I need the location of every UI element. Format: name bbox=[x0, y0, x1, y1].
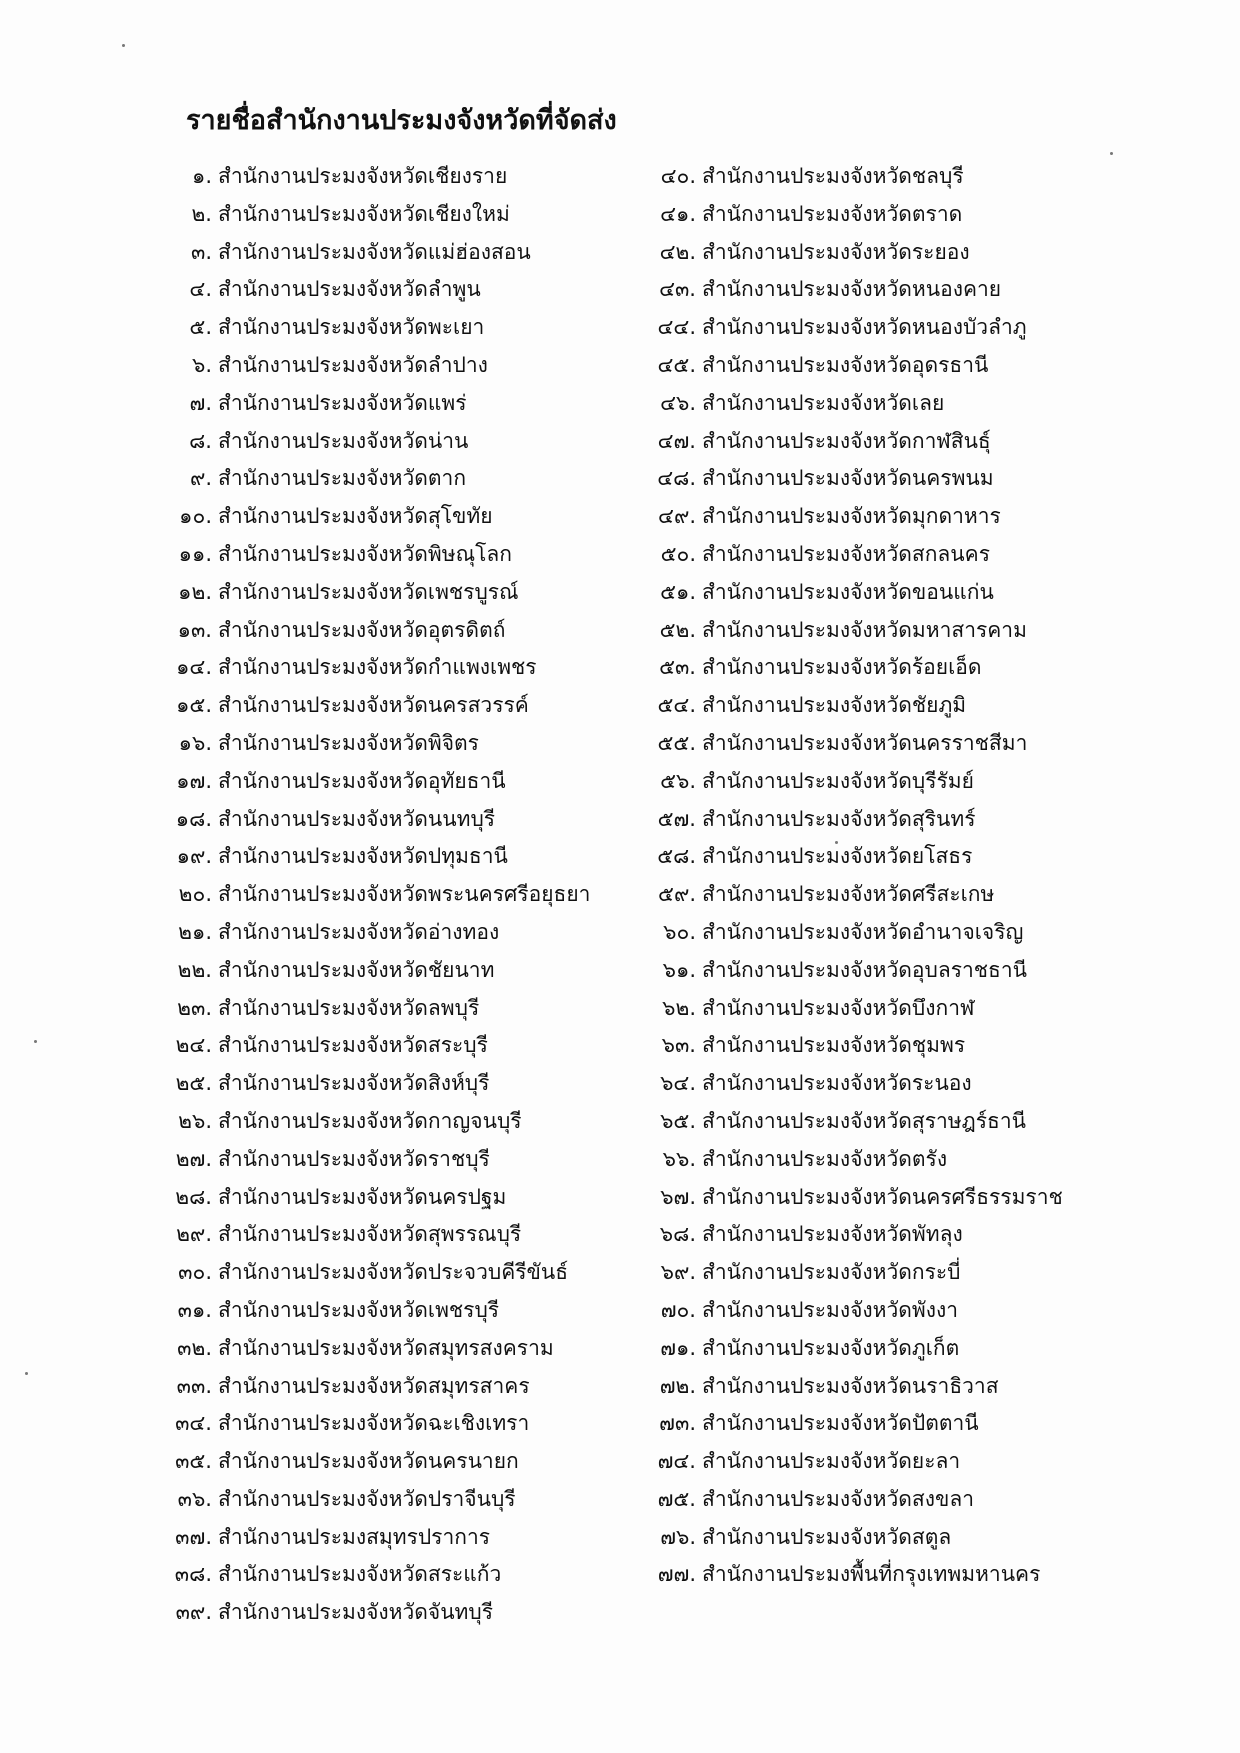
item-number: ๑๒. bbox=[178, 579, 212, 604]
list-item bbox=[630, 612, 1100, 650]
office-name: สำนักงานประมงจังหวัดเพชรบุรี bbox=[218, 1297, 500, 1322]
list-item bbox=[630, 536, 1100, 574]
list-item bbox=[150, 838, 620, 876]
item-number: ๒๑. bbox=[178, 919, 212, 944]
office-name: สำนักงานประมงจังหวัดสมุทรสงคราม bbox=[218, 1335, 554, 1360]
office-name: สำนักงานประมงจังหวัดมุกดาหาร bbox=[702, 504, 1001, 529]
office-name: สำนักงานประมงจังหวัดสกลนคร bbox=[702, 541, 990, 566]
item-number: ๔๗. bbox=[657, 428, 696, 453]
list-item bbox=[630, 347, 1100, 385]
item-number: ๕๔. bbox=[657, 693, 696, 718]
office-name: สำนักงานประมงจังหวัดลำปาง bbox=[218, 352, 488, 377]
office-name: สำนักงานประมงจังหวัดลพบุรี bbox=[218, 995, 480, 1020]
office-name: สำนักงานประมงจังหวัดนครนายก bbox=[218, 1449, 519, 1474]
list-item bbox=[150, 763, 620, 801]
item-number: ๖๗. bbox=[660, 1184, 696, 1209]
list-item bbox=[630, 1216, 1100, 1254]
list-item bbox=[150, 271, 620, 309]
item-number: ๓๙. bbox=[175, 1600, 212, 1625]
office-name: สำนักงานประมงจังหวัดตาก bbox=[218, 466, 467, 491]
office-name: สำนักงานประมงจังหวัดภูเก็ต bbox=[702, 1335, 960, 1360]
list-item bbox=[630, 271, 1100, 309]
list-item bbox=[150, 1216, 620, 1254]
list-item bbox=[150, 1027, 620, 1065]
item-number: ๖. bbox=[191, 352, 212, 377]
office-name: สำนักงานประมงจังหวัดชุมพร bbox=[702, 1033, 966, 1058]
office-name: สำนักงานประมงจังหวัดฉะเชิงเทรา bbox=[218, 1411, 530, 1436]
office-name: สำนักงานประมงจังหวัดปทุมธานี bbox=[218, 844, 508, 869]
item-number: ๒๗. bbox=[175, 1146, 212, 1171]
item-number: ๔๒. bbox=[659, 239, 696, 264]
list-item bbox=[630, 1103, 1100, 1141]
list-item bbox=[150, 725, 620, 763]
list-item bbox=[150, 1330, 620, 1368]
office-name: สำนักงานประมงจังหวัดสุพรรณบุรี bbox=[218, 1222, 522, 1247]
item-number: ๖๑. bbox=[662, 957, 696, 982]
list-item bbox=[630, 1481, 1100, 1519]
item-number: ๔๑. bbox=[660, 201, 696, 226]
office-name: สำนักงานประมงจังหวัดนครปฐม bbox=[218, 1184, 507, 1209]
office-name: สำนักงานประมงจังหวัดสิงห์บุรี bbox=[218, 1071, 490, 1096]
list-item bbox=[630, 158, 1100, 196]
office-name: สำนักงานประมงจังหวัดน่าน bbox=[218, 428, 469, 453]
item-number: ๔๓. bbox=[659, 277, 696, 302]
document-title: รายชื่อสำนักงานประมงจังหวัดที่จัดส่ง bbox=[186, 105, 617, 136]
list-item bbox=[150, 990, 620, 1028]
item-number: ๓๑. bbox=[177, 1297, 212, 1322]
list-item bbox=[630, 385, 1100, 423]
item-number: ๗๗. bbox=[657, 1562, 696, 1587]
office-name: สำนักงานประมงจังหวัดสุราษฎร์ธานี bbox=[702, 1108, 1026, 1133]
office-name: สำนักงานประมงจังหวัดสุโขทัย bbox=[218, 504, 493, 529]
item-number: ๔๕. bbox=[657, 352, 696, 377]
office-name: สำนักงานประมงสมุทรปราการ bbox=[218, 1524, 491, 1549]
list-item bbox=[150, 1405, 620, 1443]
item-number: ๒๙. bbox=[176, 1222, 212, 1247]
item-number: ๕๗. bbox=[657, 806, 696, 831]
office-name: สำนักงานประมงจังหวัดสงขลา bbox=[702, 1486, 974, 1511]
item-number: ๗๒. bbox=[659, 1373, 696, 1398]
office-name: สำนักงานประมงจังหวัดอุบลราชธานี bbox=[702, 957, 1027, 982]
office-name: สำนักงานประมงจังหวัดยโสธร bbox=[702, 844, 973, 869]
office-name: สำนักงานประมงจังหวัดราชบุรี bbox=[218, 1146, 490, 1171]
office-name: สำนักงานประมงจังหวัดพระนครศรีอยุธยา bbox=[218, 882, 591, 907]
office-name: สำนักงานประมงจังหวัดแพร่ bbox=[218, 390, 467, 415]
scan-speck bbox=[1110, 152, 1113, 155]
list-item bbox=[150, 498, 620, 536]
list-item bbox=[150, 234, 620, 272]
office-name: สำนักงานประมงจังหวัดนครศรีธรรมราช bbox=[702, 1184, 1063, 1209]
list-item bbox=[630, 1368, 1100, 1406]
list-item bbox=[150, 649, 620, 687]
item-number: ๖๓. bbox=[661, 1033, 696, 1058]
list-item bbox=[150, 1443, 620, 1481]
office-name: สำนักงานประมงจังหวัดชัยภูมิ bbox=[702, 693, 967, 718]
office-name: สำนักงานประมงจังหวัดระนอง bbox=[702, 1071, 972, 1096]
office-name: สำนักงานประมงจังหวัดกาญจนบุรี bbox=[218, 1108, 522, 1133]
list-item bbox=[150, 423, 620, 461]
item-number: ๕๖. bbox=[660, 768, 696, 793]
item-number: ๒๕. bbox=[175, 1071, 212, 1096]
item-number: ๖๐. bbox=[663, 919, 696, 944]
item-number: ๖๖. bbox=[662, 1146, 696, 1171]
scan-speck bbox=[835, 841, 838, 844]
item-number: ๕๙. bbox=[658, 882, 696, 907]
office-name: สำนักงานประมงจังหวัดเชียงราย bbox=[218, 164, 508, 188]
list-item bbox=[150, 385, 620, 423]
item-number: ๓๘. bbox=[174, 1562, 212, 1587]
list-item bbox=[150, 1556, 620, 1594]
list-item bbox=[630, 914, 1100, 952]
list-item bbox=[150, 158, 620, 196]
list-item bbox=[150, 196, 620, 234]
list-item bbox=[630, 725, 1100, 763]
office-name: สำนักงานประมงจังหวัดอุทัยธานี bbox=[218, 768, 506, 793]
list-item bbox=[150, 1179, 620, 1217]
list-item bbox=[150, 1594, 620, 1632]
item-number: ๕๒. bbox=[659, 617, 696, 642]
item-number: ๑๘. bbox=[175, 806, 212, 831]
item-number: ๔๖. bbox=[660, 390, 696, 415]
scan-speck bbox=[25, 1372, 28, 1375]
office-name: สำนักงานประมงจังหวัดพังงา bbox=[702, 1297, 959, 1322]
list-item bbox=[630, 1027, 1100, 1065]
office-name: สำนักงานประมงจังหวัดหนองบัวลำภู bbox=[702, 315, 1027, 340]
list-item bbox=[630, 1065, 1100, 1103]
office-name: สำนักงานประมงจังหวัดสุรินทร์ bbox=[702, 806, 976, 831]
scan-speck bbox=[34, 1040, 37, 1043]
item-number: ๕๓. bbox=[659, 655, 696, 680]
list-item bbox=[630, 1556, 1100, 1594]
item-number: ๑๐. bbox=[179, 504, 212, 529]
list-item bbox=[630, 1179, 1100, 1217]
office-name: สำนักงานประมงจังหวัดอุดรธานี bbox=[702, 352, 989, 377]
list-item bbox=[630, 196, 1100, 234]
item-number: ๓. bbox=[190, 239, 212, 264]
item-number: ๕๐. bbox=[660, 541, 696, 566]
office-name: สำนักงานประมงจังหวัดพิจิตร bbox=[218, 730, 479, 755]
office-name: สำนักงานประมงจังหวัดสระแก้ว bbox=[218, 1562, 502, 1587]
office-name: สำนักงานประมงจังหวัดอุตรดิตถ์ bbox=[218, 617, 506, 642]
office-name: สำนักงานประมงจังหวัดนครสวรรค์ bbox=[218, 693, 529, 718]
list-item bbox=[150, 1368, 620, 1406]
list-item bbox=[150, 612, 620, 650]
office-name: สำนักงานประมงจังหวัดอ่างทอง bbox=[218, 919, 500, 944]
item-number: ๕๘. bbox=[657, 844, 696, 869]
list-item bbox=[150, 1519, 620, 1557]
item-number: ๑๗. bbox=[176, 768, 212, 793]
office-name: สำนักงานประมงจังหวัดกาฬสินธุ์ bbox=[702, 428, 991, 453]
left-column-list bbox=[150, 158, 620, 1632]
office-name: สำนักงานประมงจังหวัดพัทลุง bbox=[702, 1222, 963, 1247]
list-item bbox=[630, 876, 1100, 914]
office-name: สำนักงานประมงจังหวัดสมุทรสาคร bbox=[218, 1373, 530, 1398]
office-name: สำนักงานประมงจังหวัดยะลา bbox=[702, 1449, 961, 1474]
item-number: ๑๓. bbox=[177, 617, 212, 642]
office-name: สำนักงานประมงจังหวัดปัตตานี bbox=[702, 1411, 979, 1436]
item-number: ๗๕. bbox=[657, 1486, 696, 1511]
office-name: สำนักงานประมงจังหวัดระยอง bbox=[702, 239, 970, 264]
item-number: ๒๘. bbox=[175, 1184, 212, 1209]
office-name: สำนักงานประมงจังหวัดสระบุรี bbox=[218, 1033, 488, 1058]
list-item bbox=[630, 990, 1100, 1028]
item-number: ๔. bbox=[189, 277, 212, 302]
office-name: สำนักงานประมงจังหวัดเลย bbox=[702, 390, 945, 415]
item-number: ๗๔. bbox=[657, 1449, 696, 1474]
item-number: ๖๒. bbox=[662, 995, 696, 1020]
list-item bbox=[150, 1103, 620, 1141]
list-item bbox=[630, 952, 1100, 990]
list-item bbox=[630, 1330, 1100, 1368]
item-number: ๓๐. bbox=[178, 1260, 212, 1285]
office-name: สำนักงานประมงจังหวัดพะเยา bbox=[218, 315, 485, 340]
list-item bbox=[630, 423, 1100, 461]
office-name: สำนักงานประมงจังหวัดชลบุรี bbox=[702, 164, 964, 188]
office-name: สำนักงานประมงจังหวัดปราจีนบุรี bbox=[218, 1486, 516, 1511]
list-item bbox=[630, 1405, 1100, 1443]
item-number: ๙. bbox=[189, 466, 212, 491]
item-number: ๒๒. bbox=[177, 957, 212, 982]
list-item bbox=[630, 234, 1100, 272]
item-number: ๘. bbox=[189, 428, 212, 453]
item-number: ๖๔. bbox=[660, 1071, 696, 1096]
item-number: ๗๓. bbox=[659, 1411, 696, 1436]
office-name: สำนักงานประมงจังหวัดตราด bbox=[702, 201, 963, 226]
right-column-list bbox=[630, 158, 1100, 1594]
office-name: สำนักงานประมงจังหวัดศรีสะเกษ bbox=[702, 882, 995, 907]
list-item bbox=[150, 1141, 620, 1179]
list-item bbox=[150, 1065, 620, 1103]
list-item bbox=[630, 1254, 1100, 1292]
office-name: สำนักงานประมงจังหวัดเชียงใหม่ bbox=[218, 201, 510, 226]
item-number: ๕. bbox=[189, 315, 212, 340]
scan-speck bbox=[122, 44, 125, 47]
list-item bbox=[150, 914, 620, 952]
list-item bbox=[630, 687, 1100, 725]
item-number: ๑๕. bbox=[176, 693, 212, 718]
office-name: สำนักงานประมงพื้นที่กรุงเทพมหานคร bbox=[702, 1562, 1041, 1587]
item-number: ๗๐. bbox=[660, 1297, 696, 1322]
list-item bbox=[150, 876, 620, 914]
item-number: ๗๖. bbox=[660, 1524, 696, 1549]
office-name: สำนักงานประมงจังหวัดสตูล bbox=[702, 1524, 952, 1549]
list-item bbox=[150, 536, 620, 574]
item-number: ๓๕. bbox=[175, 1449, 212, 1474]
list-item bbox=[150, 1481, 620, 1519]
office-name: สำนักงานประมงจังหวัดร้อยเอ็ด bbox=[702, 655, 982, 680]
list-item bbox=[150, 309, 620, 347]
list-item bbox=[630, 1443, 1100, 1481]
item-number: ๔๔. bbox=[657, 315, 696, 340]
list-item bbox=[630, 763, 1100, 801]
office-name: สำนักงานประมงจังหวัดลำพูน bbox=[218, 277, 481, 302]
item-number: ๗. bbox=[189, 390, 212, 415]
office-name: สำนักงานประมงจังหวัดนครราชสีมา bbox=[702, 730, 1028, 755]
office-name: สำนักงานประมงจังหวัดนนทบุรี bbox=[218, 806, 496, 831]
item-number: ๑๔. bbox=[176, 655, 212, 680]
item-number: ๕๑. bbox=[660, 579, 696, 604]
list-item bbox=[150, 1254, 620, 1292]
item-number: ๓๗. bbox=[175, 1524, 212, 1549]
item-number: ๗๑. bbox=[660, 1335, 696, 1360]
list-item bbox=[150, 347, 620, 385]
list-item bbox=[150, 574, 620, 612]
item-number: ๒๐. bbox=[178, 882, 212, 907]
item-number: ๖๘. bbox=[659, 1222, 696, 1247]
office-name: สำนักงานประมงจังหวัดกระบี่ bbox=[702, 1260, 961, 1285]
item-number: ๒๓. bbox=[177, 995, 212, 1020]
item-number: ๕๕. bbox=[657, 730, 696, 755]
list-item bbox=[630, 838, 1100, 876]
list-item bbox=[630, 1141, 1100, 1179]
office-name: สำนักงานประมงจังหวัดแม่ฮ่องสอน bbox=[218, 239, 531, 264]
list-item bbox=[630, 649, 1100, 687]
office-name: สำนักงานประมงจังหวัดตรัง bbox=[702, 1146, 948, 1171]
item-number: ๓๔. bbox=[175, 1411, 212, 1436]
office-name: สำนักงานประมงจังหวัดชัยนาท bbox=[218, 957, 495, 982]
list-item bbox=[630, 498, 1100, 536]
office-name: สำนักงานประมงจังหวัดนครพนม bbox=[702, 466, 994, 491]
item-number: ๑๑. bbox=[178, 541, 212, 566]
office-name: สำนักงานประมงจังหวัดนราธิวาส bbox=[702, 1373, 999, 1398]
list-item bbox=[150, 952, 620, 990]
office-name: สำนักงานประมงจังหวัดขอนแก่น bbox=[702, 579, 994, 604]
list-item bbox=[630, 801, 1100, 839]
list-item bbox=[630, 309, 1100, 347]
office-name: สำนักงานประมงจังหวัดอำนาจเจริญ bbox=[702, 919, 1024, 944]
list-item bbox=[150, 460, 620, 498]
list-item bbox=[630, 1519, 1100, 1557]
office-name: สำนักงานประมงจังหวัดหนองคาย bbox=[702, 277, 1002, 302]
office-name: สำนักงานประมงจังหวัดพิษณุโลก bbox=[218, 541, 512, 566]
item-number: ๑๖. bbox=[178, 730, 212, 755]
item-number: ๔๙. bbox=[658, 504, 696, 529]
office-name: สำนักงานประมงจังหวัดกำแพงเพชร bbox=[218, 655, 537, 680]
item-number: ๔๐. bbox=[660, 164, 696, 188]
item-number: ๓๓. bbox=[176, 1373, 212, 1398]
list-item bbox=[150, 687, 620, 725]
list-item bbox=[630, 460, 1100, 498]
item-number: ๒๔. bbox=[175, 1033, 212, 1058]
item-number: ๓๒. bbox=[177, 1335, 212, 1360]
item-number: ๖๙. bbox=[660, 1260, 696, 1285]
item-number: ๓๖. bbox=[177, 1486, 212, 1511]
item-number: ๑๙. bbox=[176, 844, 212, 869]
item-number: ๒. bbox=[191, 201, 212, 226]
office-name: สำนักงานประมงจังหวัดมหาสารคาม bbox=[702, 617, 1027, 642]
office-name: สำนักงานประมงจังหวัดประจวบคีรีขันธ์ bbox=[218, 1260, 569, 1285]
office-name: สำนักงานประมงจังหวัดบุรีรัมย์ bbox=[702, 768, 974, 793]
office-name: สำนักงานประมงจังหวัดเพชรบูรณ์ bbox=[218, 579, 519, 604]
list-item bbox=[150, 1292, 620, 1330]
item-number: ๔๘. bbox=[657, 466, 696, 491]
list-item bbox=[630, 1292, 1100, 1330]
list-item bbox=[150, 801, 620, 839]
item-number: ๑. bbox=[191, 164, 212, 188]
office-name: สำนักงานประมงจังหวัดจันทบุรี bbox=[218, 1600, 494, 1625]
item-number: ๒๖. bbox=[178, 1108, 212, 1133]
item-number: ๖๕. bbox=[660, 1108, 696, 1133]
office-name: สำนักงานประมงจังหวัดบึงกาฬ bbox=[702, 995, 975, 1020]
list-item bbox=[630, 574, 1100, 612]
